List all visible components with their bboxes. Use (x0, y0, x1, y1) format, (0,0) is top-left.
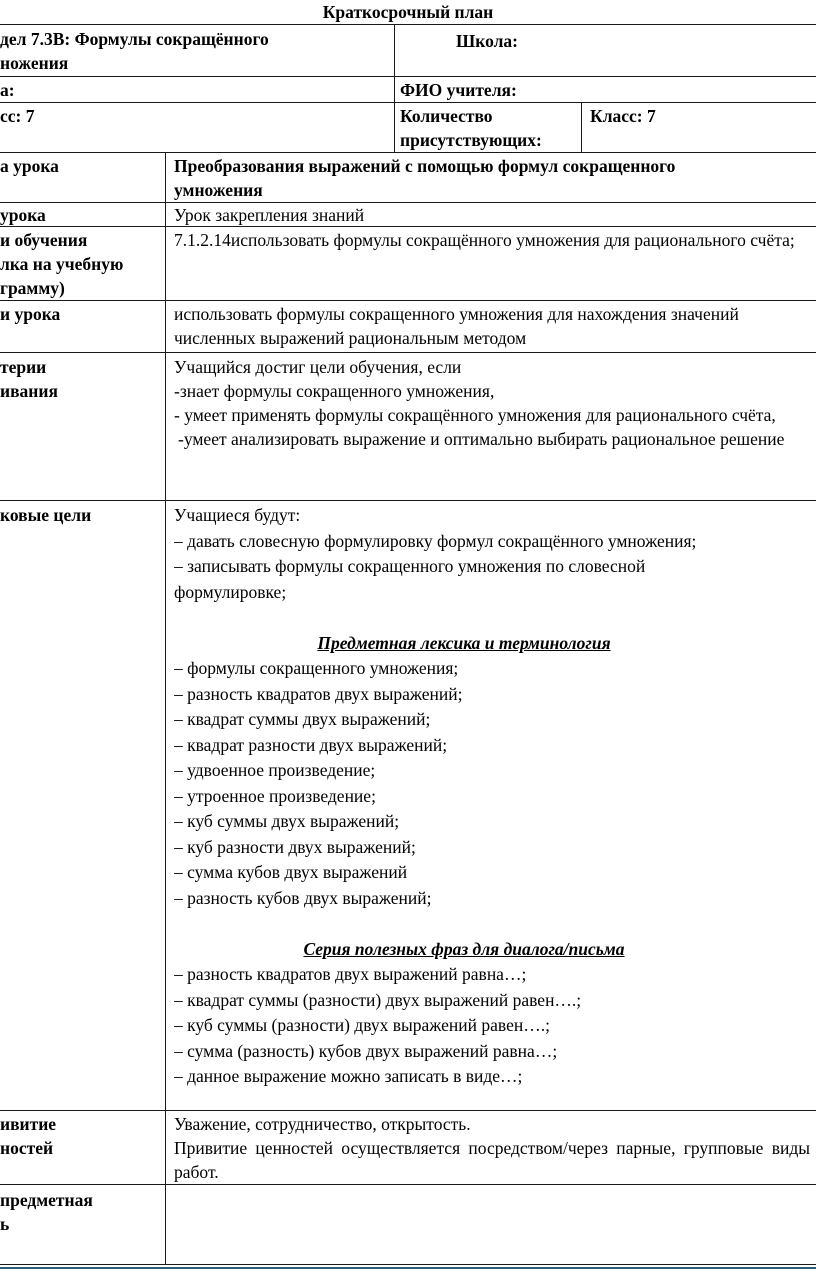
learning-goals-value: 7.1.2.14использовать формулы сокращённого умножения для рационального счёта; (174, 230, 795, 250)
topic-label: а урока (0, 156, 59, 176)
row-divider (0, 152, 816, 153)
row-divider (0, 352, 816, 353)
language-goals-label: ковые цели (0, 505, 92, 525)
attendance-label: Количество присутствующих: (400, 106, 542, 150)
language-goals-item: формулировке; (174, 581, 287, 602)
language-goals-value (174, 503, 814, 1090)
values-value: Уважение, сотрудничество, открытость. Привитие ценностей осуществляется посредством/через парные, групповые виды работ. (174, 1114, 810, 1182)
criteria-item: -умеет анализировать выражение и оптимально выбирать рациональное решение (178, 429, 785, 449)
row-divider (0, 102, 816, 103)
phrases-list (174, 962, 814, 1090)
row-divider (0, 500, 816, 501)
date-label: а: (0, 80, 15, 100)
vocabulary-heading: Предметная лексика и терминология (317, 632, 611, 653)
phrase-item: – куб суммы (разности) двух выражений равен….; (174, 1015, 550, 1035)
vocabulary-item: – квадрат разности двух выражений; (174, 734, 448, 755)
cross-curricular-label: предметная ь (0, 1190, 93, 1234)
row-divider (0, 1184, 816, 1185)
criteria-item: -знает формулы сокращенного умножения, (174, 381, 495, 401)
criteria-label: терии ивания (0, 357, 58, 401)
lesson-type-value: Урок закрепления знаний (174, 205, 365, 225)
teacher-label: ФИО учителя: (400, 80, 517, 100)
vocabulary-item: – удвоенное произведение; (174, 760, 376, 780)
phrase-item: – сумма (разность) кубов двух выражений равна…; (174, 1040, 558, 1061)
label-column-divider (165, 152, 166, 1264)
class-label-left: сс: 7 (0, 106, 35, 126)
row-divider (0, 1110, 816, 1111)
table-border-bottom (0, 1264, 816, 1265)
vocabulary-item: – разность квадратов двух выражений; (174, 683, 463, 704)
vocabulary-item: – разность кубов двух выражений; (174, 887, 432, 908)
section-label: дел 7.3В: Формулы сокращённого ножения (0, 29, 269, 73)
table-border-top (0, 24, 816, 25)
vocabulary-item: – сумма кубов двух выражений (174, 862, 408, 882)
school-label: Школа: (456, 31, 518, 51)
lesson-goals-value: использовать формулы сокращенного умножения для нахождения значений численных выражений рациональным методом (174, 304, 739, 348)
values-label: ивитие ностей (0, 1114, 57, 1158)
class-label-right: Класс: 7 (590, 106, 656, 126)
lesson-type-label: урока (0, 205, 46, 225)
phrase-item: – данное выражение можно записать в виде…; (174, 1066, 523, 1086)
header-column-divider (581, 102, 582, 152)
row-divider (0, 300, 816, 301)
bottom-double-line (0, 1267, 816, 1269)
learning-goals-label: и обучения лка на учебную грамму) (0, 230, 124, 298)
language-goals-item: – давать словесную формулировку формул сокращённого умножения; (174, 530, 697, 551)
criteria-value (174, 355, 810, 451)
language-goals-item: – записывать формулы сокращенного умножения по словесной (174, 556, 646, 576)
vocabulary-item: – куб разности двух выражений; (174, 836, 416, 857)
lesson-goals-label: и урока (0, 304, 61, 324)
vocabulary-item: – куб суммы двух выражений; (174, 811, 400, 831)
vocabulary-list (174, 656, 814, 911)
phrases-heading: Серия полезных фраз для диалога/письма (303, 938, 625, 959)
vocabulary-item: – формулы сокращенного умножения; (174, 658, 459, 678)
language-goals-intro: Учащиеся будут: (174, 505, 301, 525)
phrase-item: – квадрат суммы (разности) двух выражений равен….; (174, 989, 582, 1010)
vocabulary-item: – утроенное произведение; (174, 785, 376, 806)
criteria-item: - умеет применять формулы сокращённого умножения для рационального счёта, (174, 405, 776, 425)
criteria-intro: Учащийся достиг цели обучения, если (174, 357, 462, 377)
vocabulary-item: – квадрат суммы двух выражений; (174, 709, 431, 729)
topic-value: Преобразования выражений с помощью формул сокращенного умножения (174, 156, 676, 200)
phrase-item: – разность квадратов двух выражений равна…; (174, 964, 527, 984)
row-divider (0, 76, 816, 77)
document-title: Краткосрочный план (322, 2, 494, 22)
